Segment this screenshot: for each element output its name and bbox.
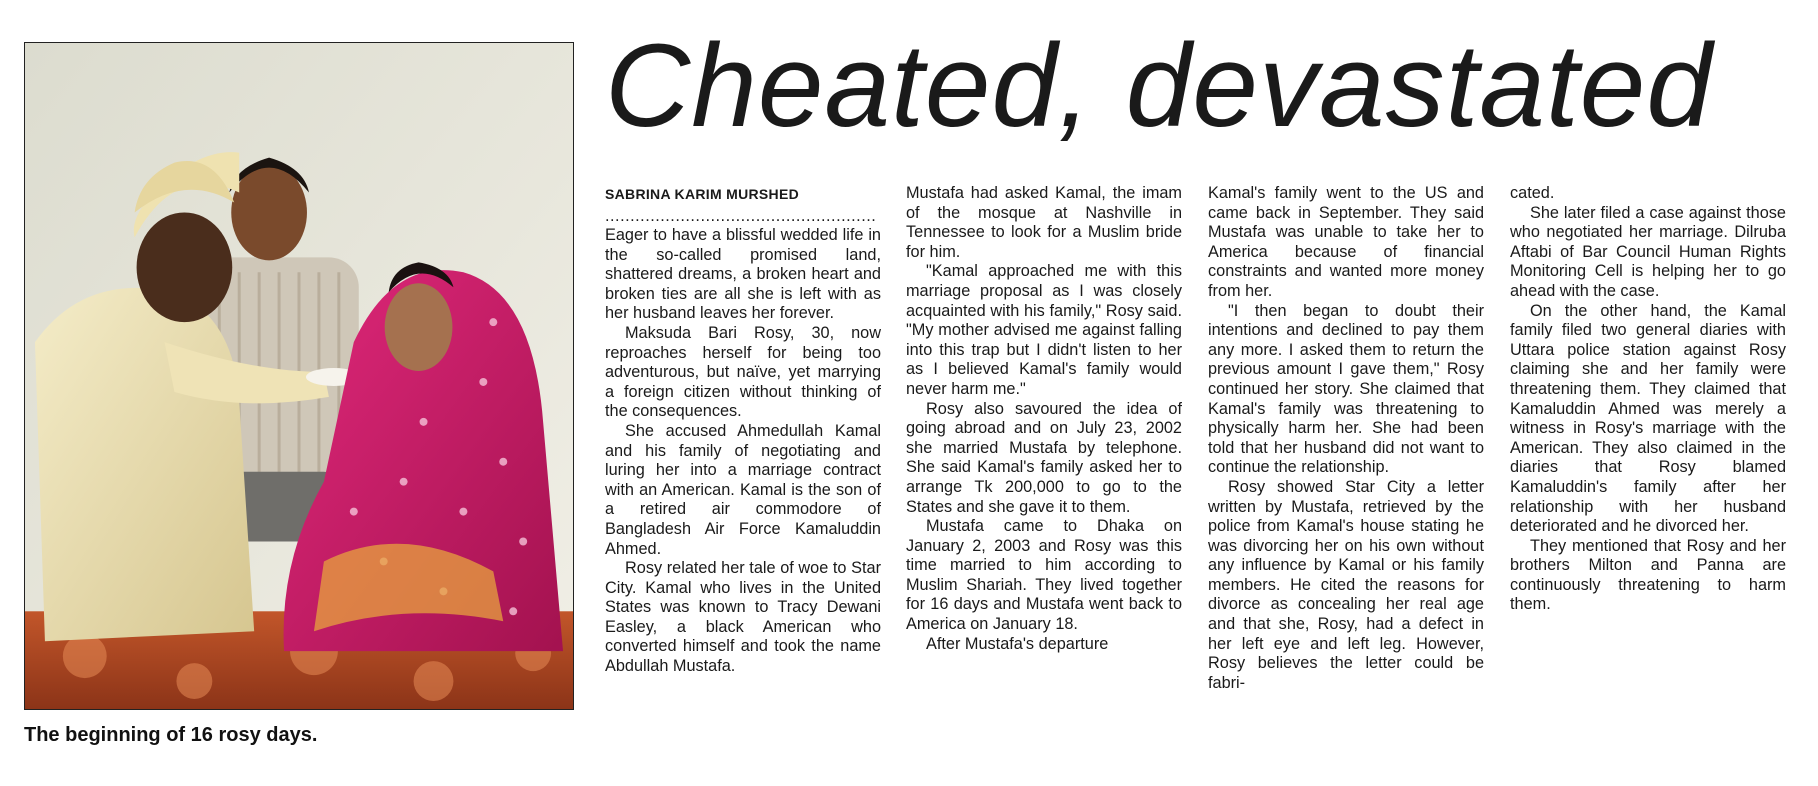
headline: Cheated, devastated [605, 20, 1714, 152]
paragraph: Rosy showed Star City a letter written by Mustafa, retrieved by the police from Kamal's house stating he was divorcing her on his own without any influence by Kamal or his family members. He cited the reasons for divorce as concealing her real age and that she, Rosy, had a defect in her left eye and left leg. However, Rosy believes the letter could be fabri- [1208, 477, 1484, 692]
paragraph: "Kamal approached me with this marriage proposal as I was closely acquainted with his family," Rosy said. "My mother advised me against falling into this trap but I didn't listen to her as I believed Kamal's family would never harm me." [906, 262, 1182, 398]
article-column-3 [1208, 184, 1484, 744]
paragraph: They mentioned that Rosy and her brothers Milton and Panna are continuously threatening to harm them. [1510, 536, 1786, 614]
paragraph: "I then began to doubt their intentions and declined to pay them any more. I asked them to return the previous amount I gave them," Rosy continued her story. She claimed that Kamal's family was threatening to physically harm her. She had been told that her husband did not want to continue the relationship. [1208, 301, 1484, 477]
wedding-photo [24, 42, 574, 710]
paragraph: She later filed a case against those who negotiated her marriage. Dilruba Aftabi of Bar Council Human Rights Monitoring Cell is helping her to go ahead with the case. [1510, 203, 1786, 300]
paragraph: After Mustafa's departure [926, 634, 1109, 653]
paragraph: She accused Ahmedullah Kamal and his family of negotiating and luring her into a marriage contract with an American. Kamal is the son of a retired air commodore of Bangladesh Air Force Kamaluddin Ahmed. [605, 421, 881, 558]
paragraph: Rosy also savoured the idea of going abroad and on July 23, 2002 she married Mustafa by telephone. She said Kamal's family asked her to arrange Tk 200,000 to go to the States and she gave it to them. [906, 399, 1182, 516]
article-column-1 [605, 184, 881, 744]
paragraph: Mustafa had asked Kamal, the imam of the mosque at Nashville in Tennessee to look for a Muslim bride for him. [906, 184, 1182, 261]
byline: SABRINA KARIM MURSHED [605, 186, 800, 202]
wedding-photo-illustration [25, 43, 573, 709]
paragraph: Rosy related her tale of woe to Star City. Kamal who lives in the United States was known to Tracy Dewani Easley, a black American who converted himself and took the name Abdullah Mustafa. [605, 559, 881, 676]
article-column-4 [1510, 184, 1786, 744]
photo-caption: The beginning of 16 rosy days. [24, 724, 318, 746]
paragraph: Maksuda Bari Rosy, 30, now reproaches herself for being too adventurous, but naïve, yet marrying a foreign citizen without thinking of the consequences. [605, 323, 881, 421]
paragraph: Kamal's family went to the US and came back in September. They said Mustafa was unable to take her to America because of financial constraints and wanted more money from her. [1208, 184, 1484, 300]
article-column-2 [906, 184, 1182, 744]
paragraph: Mustafa came to Dhaka on January 2, 2003 and Rosy was this time married to him according to Muslim Shariah. They lived together for 16 days and Mustafa went back to America on January 18. [906, 517, 1182, 634]
paragraph: Eager to have a blissful wedded life in the so-called promised land, shattered dreams, a broken heart and broken ties are all she is left with as her husband leaves her forever. [605, 226, 881, 323]
paragraph: cated. [1510, 184, 1555, 202]
byline-rule: ...................................................... [605, 207, 877, 225]
paragraph: On the other hand, the Kamal family filed two general diaries with Uttara police station against Rosy claiming she and her family were threatening them. They claimed that Kamaluddin Ahmed was merely a witness in Rosy's marriage with the American. They also claimed in the diaries that Rosy blamed Kamaluddin's family after her relationship with her husband deteriorated and he divorced her. [1510, 301, 1786, 536]
